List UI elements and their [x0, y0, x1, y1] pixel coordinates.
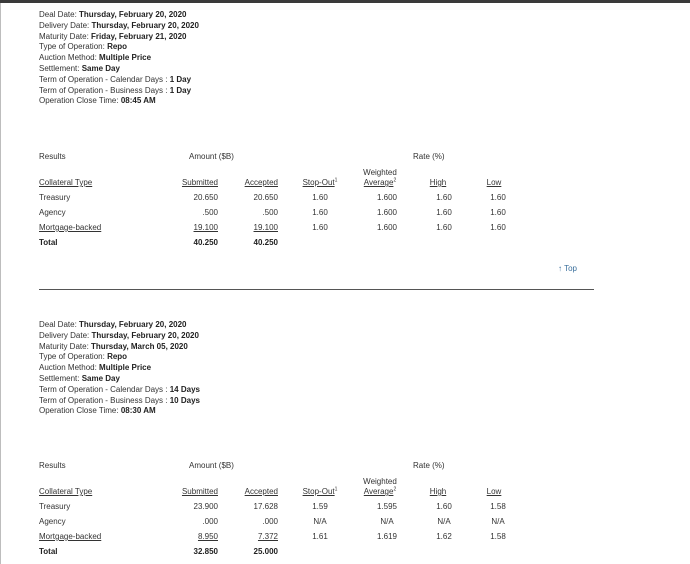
row-mortgage-accepted: 7.372: [257, 532, 278, 541]
row-agency-type: Agency: [39, 517, 66, 526]
row-treasury-submitted: 20.650: [193, 193, 218, 202]
row-agency-weighted: N/A: [380, 517, 394, 526]
header-high[interactable]: High: [429, 487, 447, 496]
section-divider: [39, 289, 594, 290]
header-accepted[interactable]: Accepted: [244, 487, 278, 496]
row-mortgage-weighted: 1.600: [376, 223, 398, 232]
row-mortgage-type[interactable]: Mortgage-backed: [39, 223, 102, 232]
amount-label: Amount ($B): [189, 461, 234, 470]
row-treasury-high: 1.60: [436, 502, 452, 511]
results-label: Results: [39, 461, 66, 470]
row-treasury-low: 1.58: [490, 502, 506, 511]
row-agency-stopout: 1.60: [312, 208, 328, 217]
header-collateral-type[interactable]: Collateral Type: [39, 487, 93, 496]
row-treasury-low: 1.60: [490, 193, 506, 202]
row-agency-weighted: 1.600: [376, 208, 398, 217]
header-low[interactable]: Low: [486, 178, 502, 187]
row-mortgage-type[interactable]: Mortgage-backed: [39, 532, 102, 541]
header-weighted-average[interactable]: Average$^2$: [363, 177, 397, 187]
up-arrow-icon: ↑: [558, 264, 562, 273]
header-weighted-1: Weighted: [363, 168, 397, 177]
header-collateral-type[interactable]: Collateral Type: [39, 178, 93, 187]
row-mortgage-submitted: 8.950: [197, 532, 218, 541]
row-treasury-type: Treasury: [39, 193, 71, 202]
row-agency-low: 1.60: [490, 208, 506, 217]
total-accepted: 25.000: [253, 547, 278, 556]
row-agency-low: N/A: [491, 517, 505, 526]
row-mortgage-low: 1.60: [490, 223, 506, 232]
rate-label: Rate (%): [413, 461, 445, 470]
row-mortgage-low: 1.58: [490, 532, 506, 541]
row-mortgage-high: 1.60: [436, 223, 452, 232]
header-stop-out[interactable]: Stop-Out$^1$: [302, 486, 338, 496]
row-agency-submitted: .500: [202, 208, 218, 217]
header-weighted-1: Weighted: [363, 477, 397, 486]
row-treasury-high: 1.60: [436, 193, 452, 202]
header-accepted[interactable]: Accepted: [244, 178, 278, 187]
row-mortgage-stopout: 1.60: [312, 223, 328, 232]
row-mortgage-stopout: 1.61: [312, 532, 328, 541]
total-label: Total: [39, 238, 58, 247]
row-treasury-submitted: 23.900: [193, 502, 218, 511]
total-submitted: 32.850: [193, 547, 218, 556]
header-weighted-average[interactable]: Average$^2$: [363, 486, 397, 496]
row-agency-submitted: .000: [202, 517, 218, 526]
row-mortgage-accepted: 19.100: [253, 223, 278, 232]
total-label: Total: [39, 547, 58, 556]
row-treasury-stopout: 1.60: [312, 193, 328, 202]
rate-label: Rate (%): [413, 152, 445, 161]
window-top-border: [0, 0, 690, 3]
row-treasury-weighted: 1.595: [376, 502, 398, 511]
amount-label: Amount ($B): [189, 152, 234, 161]
row-treasury-stopout: 1.59: [312, 502, 328, 511]
row-agency-type: Agency: [39, 208, 66, 217]
row-treasury-type: Treasury: [39, 502, 71, 511]
row-mortgage-submitted: 19.100: [193, 223, 218, 232]
total-accepted: 40.250: [253, 238, 278, 247]
total-submitted: 40.250: [193, 238, 218, 247]
top-link[interactable]: ↑ Top: [558, 264, 577, 273]
operation-details-2: Deal Date: Thursday, February 20, 2020 Delivery Date: Thursday, February 20, 2020 Maturity Date: Thursday, March 05, 2020 Type of Operation: Repo Auction Method: Multiple Price Settlement: Same Day Term of Operation - Calendar Days : 14 Days Term of Operation - Business Days : 10 Days Operation Close Time: 08:30 AM: [39, 320, 200, 416]
results-label: Results: [39, 152, 66, 161]
header-stop-out[interactable]: Stop-Out$^1$: [302, 177, 338, 187]
left-border: [0, 3, 1, 564]
header-low[interactable]: Low: [486, 487, 502, 496]
row-mortgage-weighted: 1.619: [376, 532, 398, 541]
row-agency-stopout: N/A: [313, 517, 327, 526]
row-agency-accepted: .500: [262, 208, 278, 217]
header-high[interactable]: High: [429, 178, 447, 187]
row-agency-accepted: .000: [262, 517, 278, 526]
row-treasury-accepted: 20.650: [253, 193, 278, 202]
row-treasury-accepted: 17.628: [253, 502, 278, 511]
header-submitted[interactable]: Submitted: [181, 178, 218, 187]
row-mortgage-high: 1.62: [436, 532, 452, 541]
operation-details-1: Deal Date: Thursday, February 20, 2020 Delivery Date: Thursday, February 20, 2020 Maturity Date: Friday, February 21, 2020 Type of Operation: Repo Auction Method: Multiple Price Settlement: Same Day Term of Operation - Calendar Days : 1 Day Term of Operation - Business Days : 1 Day Operation Close Time: 08:45 AM: [39, 10, 199, 106]
row-treasury-weighted: 1.600: [376, 193, 398, 202]
row-agency-high: 1.60: [436, 208, 452, 217]
header-submitted[interactable]: Submitted: [181, 487, 218, 496]
row-agency-high: N/A: [437, 517, 451, 526]
